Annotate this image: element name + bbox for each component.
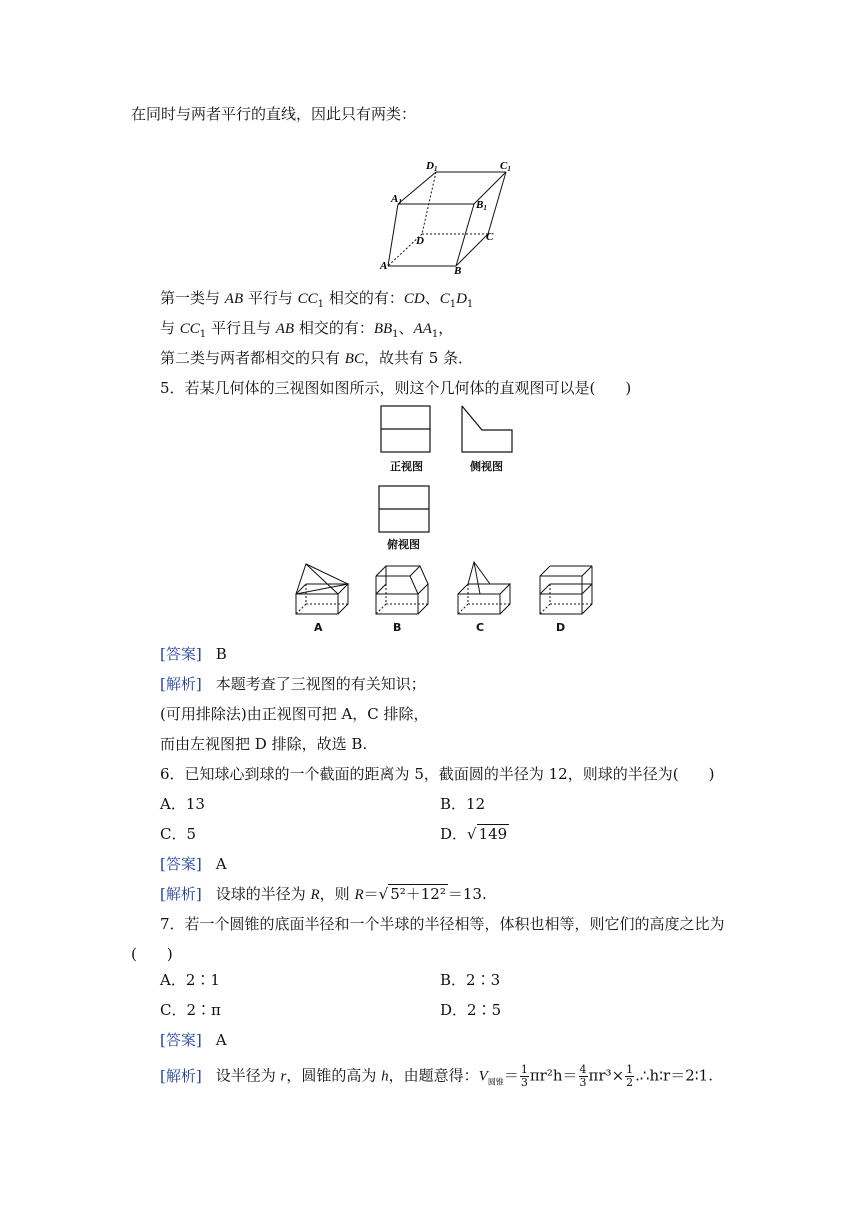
label-c1: C1 (500, 160, 511, 173)
parallelepiped-figure (378, 158, 518, 278)
q7-stem-paren: ( ) (131, 945, 173, 963)
intro-line: 在同时与两者平行的直线，因此只有两类： (131, 105, 417, 123)
option-b-label: B (393, 621, 402, 634)
label-b: B (454, 265, 462, 277)
q6-stem: 6．已知球心到球的一个截面的距离为 5，截面圆的半径为 12，则球的半径为( ) (160, 765, 715, 783)
front-view-label: 正视图 (390, 460, 423, 473)
top-view-label: 俯视图 (387, 538, 420, 551)
option-d-label: D (556, 621, 566, 634)
analysis4-line2: 与 $CC_1$ 平行且与 AB 相交的有：$BB_1$、$AA_1$， (160, 319, 454, 340)
q7-option-d: D．2∶5 (440, 1001, 502, 1019)
q7-analysis: [解析] 设半径为 r，圆锥的高为 h，由题意得：$V_{圆锥}=$ $\frac{1}{3}$ πr²h＝ $\frac{4}{3}$ πr³× $\frac{1}{2}$ .∴h∶r＝2∶1. (160, 1063, 713, 1089)
q6-analysis: [解析] 设球的半径为 R，则 R＝√ 5²＋12² ＝13. (160, 885, 487, 903)
analysis4-line1: 第一类与 AB 平行与 $CC_1$ 相交的有：CD、$C_1D_1$ (160, 289, 474, 310)
label-c: C (486, 231, 494, 243)
q5-option-figures (290, 556, 620, 636)
q7-option-c: C．2∶π (160, 1001, 221, 1019)
q5-analysis-2: (可用排除法)由正视图可把 A，C 排除， (160, 705, 429, 723)
q6-option-c: C．5 (160, 825, 197, 843)
label-d: D (416, 235, 424, 247)
q5-answer: [答案] B (160, 645, 227, 663)
q6-option-a: A．13 (160, 795, 205, 813)
q5-analysis-3: 而由左视图把 D 排除，故选 B. (160, 735, 368, 753)
q6-option-d: D．√ 149 (440, 825, 508, 843)
label-b1: B1 (476, 199, 487, 212)
q7-option-b: B．2∶3 (440, 971, 501, 989)
q7-stem: 7．若一个圆锥的底面半径和一个半球的半径相等，体积也相等，则它们的高度之比为 (160, 915, 725, 933)
q6-answer: [答案] A (160, 855, 227, 873)
side-view-label: 侧视图 (470, 460, 503, 473)
label-d1: D1 (426, 160, 438, 173)
q6-option-b: B．12 (440, 795, 486, 813)
analysis4-line3: 第二类与两者都相交的只有 BC，故共有 5 条． (160, 349, 474, 367)
label-a: A (380, 260, 388, 272)
q7-answer: [答案] A (160, 1031, 227, 1049)
q5-analysis-1: [解析] 本题考查了三视图的有关知识； (160, 675, 426, 693)
option-c-label: C (476, 621, 485, 634)
q5-stem: 5．若某几何体的三视图如图所示，则这个几何体的直观图可以是( ) (160, 379, 632, 397)
option-a-label: A (314, 621, 323, 634)
label-a1: A1 (391, 193, 402, 206)
q7-option-a: A．2∶1 (160, 971, 220, 989)
three-views-figure (370, 402, 530, 552)
